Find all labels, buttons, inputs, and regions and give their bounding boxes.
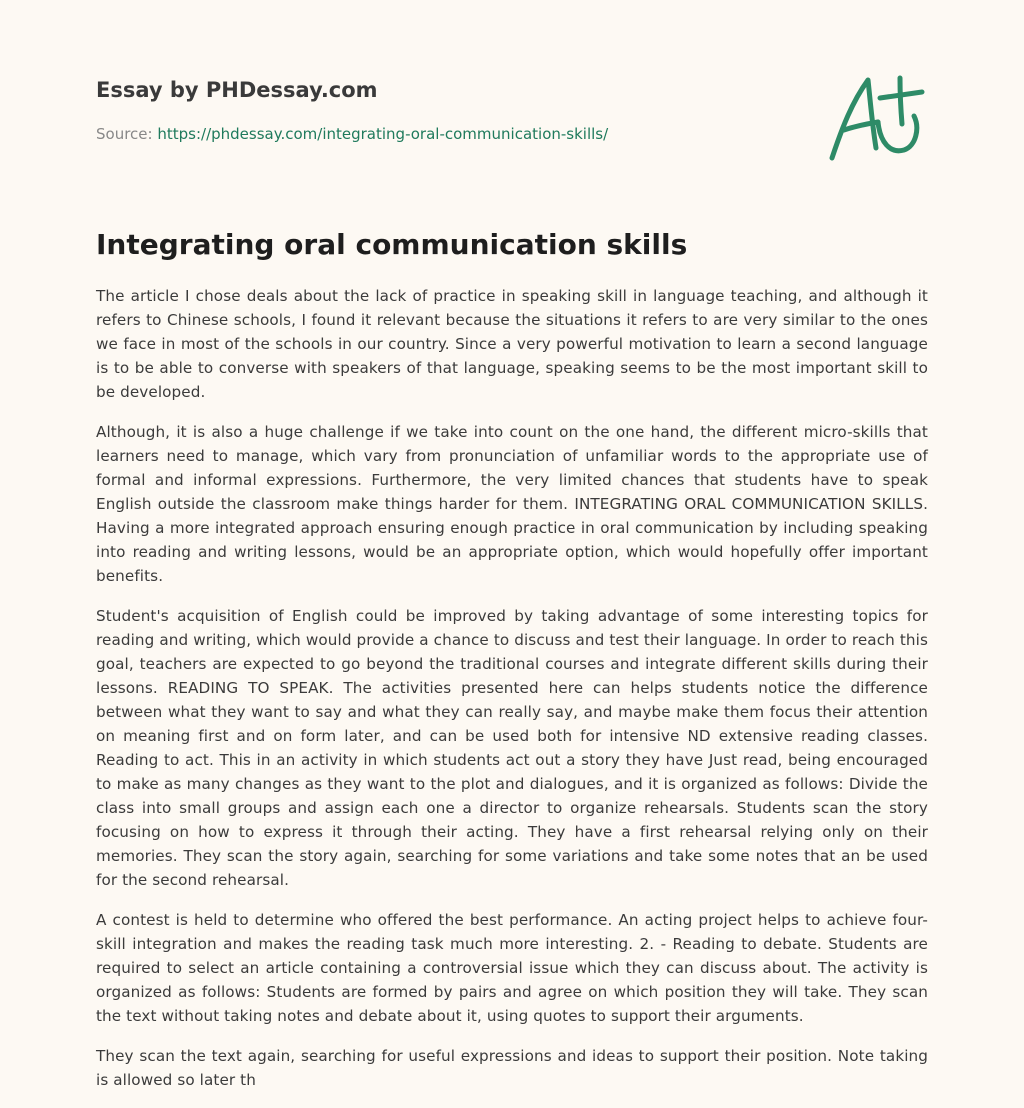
paragraph: The article I chose deals about the lack of practice in speaking skill in language teaching, and although it refers to Chinese schools, I found it relevant because the situations it refers to are very similar to the ones we face in most of the schools in our country. Since a very powerful motivation to learn a second language is to be able to converse with speakers of that language, speaking seems to be the most important skill to be developed. bbox=[96, 287, 928, 401]
paragraph: A contest is held to determine who offered the best performance. An acting project helps to achieve four-skill integration and makes the reading task much more interesting. 2. - Reading to debate. Students are required to select an article containing a controversial issue which they can discuss about. The activity is organized as follows: Students are formed by pairs and agree on which position they will take. They scan the text without taking notes and debate about it, using quotes to support their arguments. bbox=[96, 911, 928, 1025]
source-label: Source: bbox=[96, 125, 153, 143]
site-brand: Essay by PHDessay.com bbox=[96, 78, 378, 102]
source-link[interactable]: https://phdessay.com/integrating-oral-communication-skills/ bbox=[157, 125, 609, 143]
paragraph: Although, it is also a huge challenge if we take into count on the one hand, the different micro-skills that learners need to manage, which vary from pronunciation of unfamiliar words to the appropriate use of formal and informal expressions. Furthermore, the very limited chances that students have to speak English outside the classroom make things harder for them. INTEGRATING ORAL COMMUNICATION SKILLS. Having a more integrated approach ensuring enough practice in oral communication by including speaking into reading and writing lessons, would be an appropriate option, which would hopefully offer important benefits. bbox=[96, 423, 928, 585]
paragraph: They scan the text again, searching for useful expressions and ideas to support their position. Note taking is allowed so later th bbox=[96, 1047, 928, 1089]
essay-body bbox=[96, 284, 928, 1108]
source-line bbox=[96, 124, 608, 144]
a-plus-logo-icon bbox=[824, 68, 928, 164]
essay-title: Integrating oral communication skills bbox=[96, 228, 688, 261]
paragraph: Student's acquisition of English could be improved by taking advantage of some interesting topics for reading and writing, which would provide a chance to discuss and test their language. In order to reach this goal, teachers are expected to go beyond the traditional courses and integrate different skills during their lessons. READING TO SPEAK. The activities presented here can helps students notice the difference between what they want to say and what they can really say, and maybe make them focus their attention on meaning first and on form later, and can be used both for intensive ND extensive reading classes. Reading to act. This in an activity in which students act out a story they have Just read, being encouraged to make as many changes as they want to the plot and dialogues, and it is organized as follows: Divide the class into small groups and assign each one a director to organize rehearsals. Students scan the story focusing on how to express it through their acting. They have a first rehearsal relying only on their memories. They scan the story again, searching for some variations and take some notes that an be used for the second rehearsal. bbox=[96, 607, 928, 889]
header bbox=[96, 76, 928, 166]
